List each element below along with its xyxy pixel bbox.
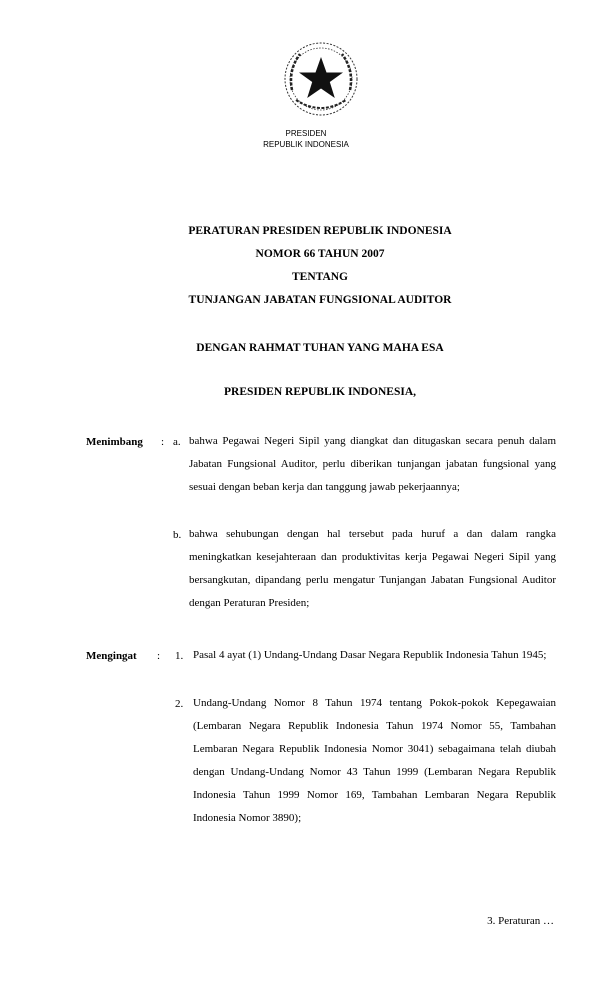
mengingat-item-1-text: Pasal 4 ayat (1) Undang-Undang Dasar Negara Republik Indonesia Tahun 1945; — [193, 649, 547, 661]
presidential-emblem-icon — [282, 40, 360, 118]
invocation: DENGAN RAHMAT TUHAN YANG MAHA ESA — [196, 342, 444, 354]
mengingat-colon: : — [157, 650, 161, 662]
menimbang-item-a-text: bahwa Pegawai Negeri Sipil yang diangkat dan ditugaskan secara penuh dalam Jabatan Fungsional Auditor, perlu diberikan tunjangan jabatan fungsional yang sesuai dengan beban kerja dan tanggung jawab pekerjaannya; — [189, 435, 556, 493]
menimbang-item-b-text: bahwa sehubungan dengan hal tersebut pada huruf a dan dalam rangka meningkatkan kesejahteraan dan produktivitas kerja Pegawai Negeri Sipil yang bersangkutan, dipandang perlu mengatur Tunjangan Jabatan Fungsional Auditor dengan Peraturan Presiden; — [189, 528, 556, 609]
mengingat-item-2-marker: 2. — [175, 698, 184, 710]
title-line2: NOMOR 66 TAHUN 2007 — [255, 248, 385, 260]
issuer: PRESIDEN REPUBLIK INDONESIA, — [223, 386, 417, 398]
menimbang-colon: : — [161, 436, 165, 448]
title-line3: TENTANG — [291, 271, 349, 283]
page-continuation: 3. Peraturan … — [487, 915, 554, 927]
mengingat-label: Mengingat — [86, 650, 137, 662]
institution-line2: REPUBLIK INDONESIA — [263, 140, 349, 149]
mengingat-item-1-marker: 1. — [175, 650, 184, 662]
mengingat-item-2-text: Undang-Undang Nomor 8 Tahun 1974 tentang Pokok-pokok Kepegawaian (Lembaran Negara Republik Indonesia Tahun 1974 Nomor 55, Tambahan Lembaran Negara Republik Indonesia Nomor 3041) sebagaimana telah diubah dengan Undang-Undang Nomor 43 Tahun 1999 (Lembaran Negara Republik Indonesia Tahun 1999 Nomor 169, Tambahan Lembaran Negara Republik Indonesia Nomor 3890); — [193, 697, 556, 824]
title-line4: TUNJANGAN JABATAN FUNGSIONAL AUDITOR — [188, 294, 452, 306]
menimbang-item-b-marker: b. — [173, 529, 182, 541]
menimbang-item-a-marker: a. — [173, 436, 181, 448]
institution-line1: PRESIDEN — [285, 129, 327, 138]
title-line1: PERATURAN PRESIDEN REPUBLIK INDONESIA — [188, 225, 452, 237]
menimbang-label: Menimbang — [86, 436, 143, 448]
